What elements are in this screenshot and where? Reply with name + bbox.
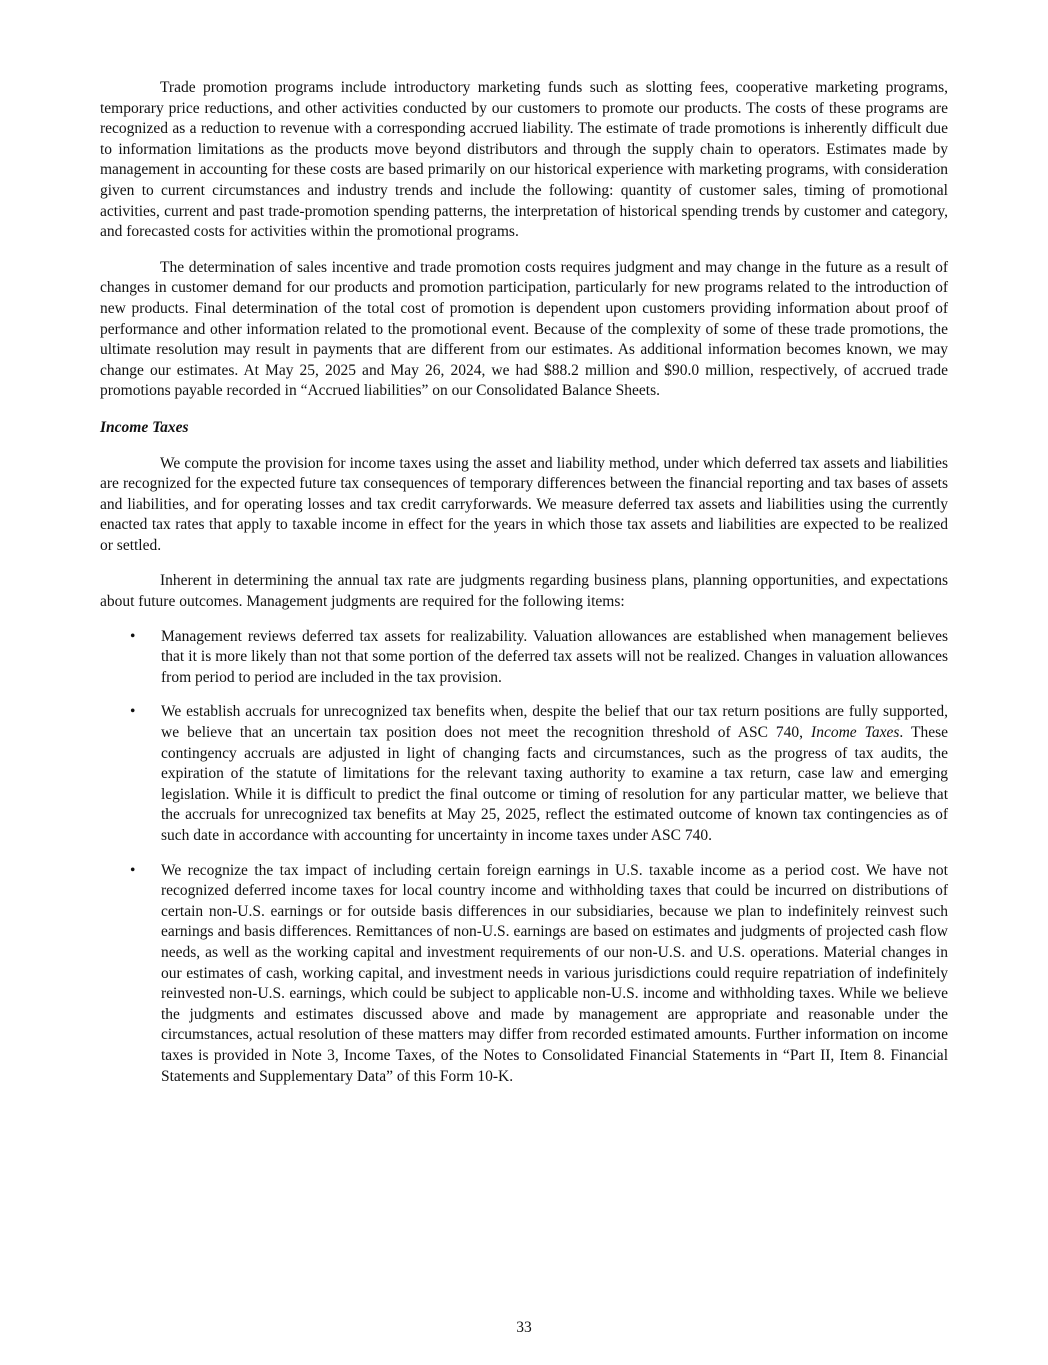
list-item-text: We recognize the tax impact of including certain foreign earnings in U.S. taxable income as a period cost. We have not recognized deferred income taxes for local country income and withholding taxes that could be incurred on distributions of certain non-U.S. earnings or for outside basis differences in our subsidiaries, because we plan to indefinitely reinvest such earnings and basis differences. Remittances of non-U.S. earnings are based on estimates and judgments of projected cash flow needs, as well as the working capital and investment requirements of our non-U.S. and U.S. operations. Material changes in our estimates of cash, working capital, and investment needs in various jurisdictions could require repatriation of indefinitely reinvested non-U.S. earnings, which could be subject to applicable non-U.S. income and withholding taxes. While we believe the judgments and estimates discussed above and made by management are appropriate and reasonable under the circumstances, actual resolution of these matters may differ from recorded estimated amounts. Further information on income taxes is provided in Note 3, Income Taxes, of the Notes to Consolidated Financial Statements in “Part II, Item 8. Financial Statements and Supplementary Data” of this Form 10-K. bbox=[161, 861, 948, 1085]
paragraph-trade-promotion-programs: Trade promotion programs include introductory marketing funds such as slotting fees, cooperative marketing programs, temporary price reductions, and other activities conducted by our customers to promote our products. The costs of these programs are recognized as a reduction to revenue with a corresponding accrued liability. The estimate of trade promotions is inherently difficult due to information limitations as the products move beyond distributors and through the supply chain to operators. Estimates made by management in accounting for these costs are based primarily on our historical experience with marketing programs, with consideration given to current circumstances and industry trends and include the following: quantity of customer sales, timing of promotional activities, current and past trade-promotion spending patterns, the interpretation of historical spending trends by customer and category, and forecasted costs for activities within the promotional programs. bbox=[100, 79, 948, 241]
list-item-foreign-earnings bbox=[100, 861, 948, 1088]
section-heading-income-taxes: Income Taxes bbox=[100, 418, 189, 436]
list-item-italic-term: Income Taxes bbox=[811, 724, 900, 742]
list-item-unrecognized-tax-benefits bbox=[100, 702, 948, 846]
page-number: 33 bbox=[516, 1319, 532, 1336]
list-item-deferred-tax-assets bbox=[100, 627, 948, 689]
paragraph-annual-tax-rate-judgments: Inherent in determining the annual tax rate are judgments regarding business plans, planning opportunities, and expectations about future outcomes. Management judgments are required for the following items: bbox=[100, 572, 948, 611]
list-item-text: We establish accruals for unrecognized tax benefits when, despite the belief that our tax return positions are fully supported, we believe that an uncertain tax position does not meet the recognition threshold of ASC 740, bbox=[161, 703, 948, 742]
list-item-text-continued: . These contingency accruals are adjusted in light of changing facts and circumstances, such as the progress of tax audits, the expiration of the statute of limitations for the relevant taxing authority to examine a tax return, case law and emerging legislation. While it is difficult to predict the final outcome or timing of resolution for any particular matter, we believe that the accruals for unrecognized tax benefits at May 25, 2025, reflect the estimated outcome of known tax contingencies as of such date in accordance with accounting for uncertainty in income taxes under ASC 740. bbox=[161, 724, 949, 844]
bullet-marker: • bbox=[130, 861, 136, 879]
judgment-items-list bbox=[100, 627, 948, 1087]
bullet-marker: • bbox=[130, 627, 136, 645]
list-item-text: Management reviews deferred tax assets for realizability. Valuation allowances are established when management believes that it is more likely than not that some portion of the deferred tax assets will not be realized. Changes in valuation allowances from period to period are included in the tax provision. bbox=[161, 627, 948, 686]
document-body bbox=[100, 78, 948, 1101]
bullet-marker: • bbox=[130, 703, 136, 721]
paragraph-trade-promotion-determination: The determination of sales incentive and trade promotion costs requires judgment and may change in the future as a result of changes in customer demand for our products and promotion participation, particularly for new programs related to the introduction of new products. Final determination of the total cost of promotion is dependent upon customers providing information about proof of performance and other information related to the promotional event. Because of the complexity of some of these trade promotions, the ultimate resolution may result in payments that are different from our estimates. As additional information becomes known, we may change our estimates. At May 25, 2025 and May 26, 2024, we had $88.2 million and $90.0 million, respectively, of accrued trade promotions payable recorded in “Accrued liabilities” on our Consolidated Balance Sheets. bbox=[100, 258, 948, 400]
paragraph-income-tax-provision: We compute the provision for income taxes using the asset and liability method, under which deferred tax assets and liabilities are recognized for the expected future tax consequences of temporary differences between the financial reporting and tax bases of assets and liabilities, and for operating losses and tax credit carryforwards. We measure deferred tax assets and liabilities using the currently enacted tax rates that apply to taxable income in effect for the years in which those tax assets and liabilities are expected to be realized or settled. bbox=[100, 454, 948, 554]
